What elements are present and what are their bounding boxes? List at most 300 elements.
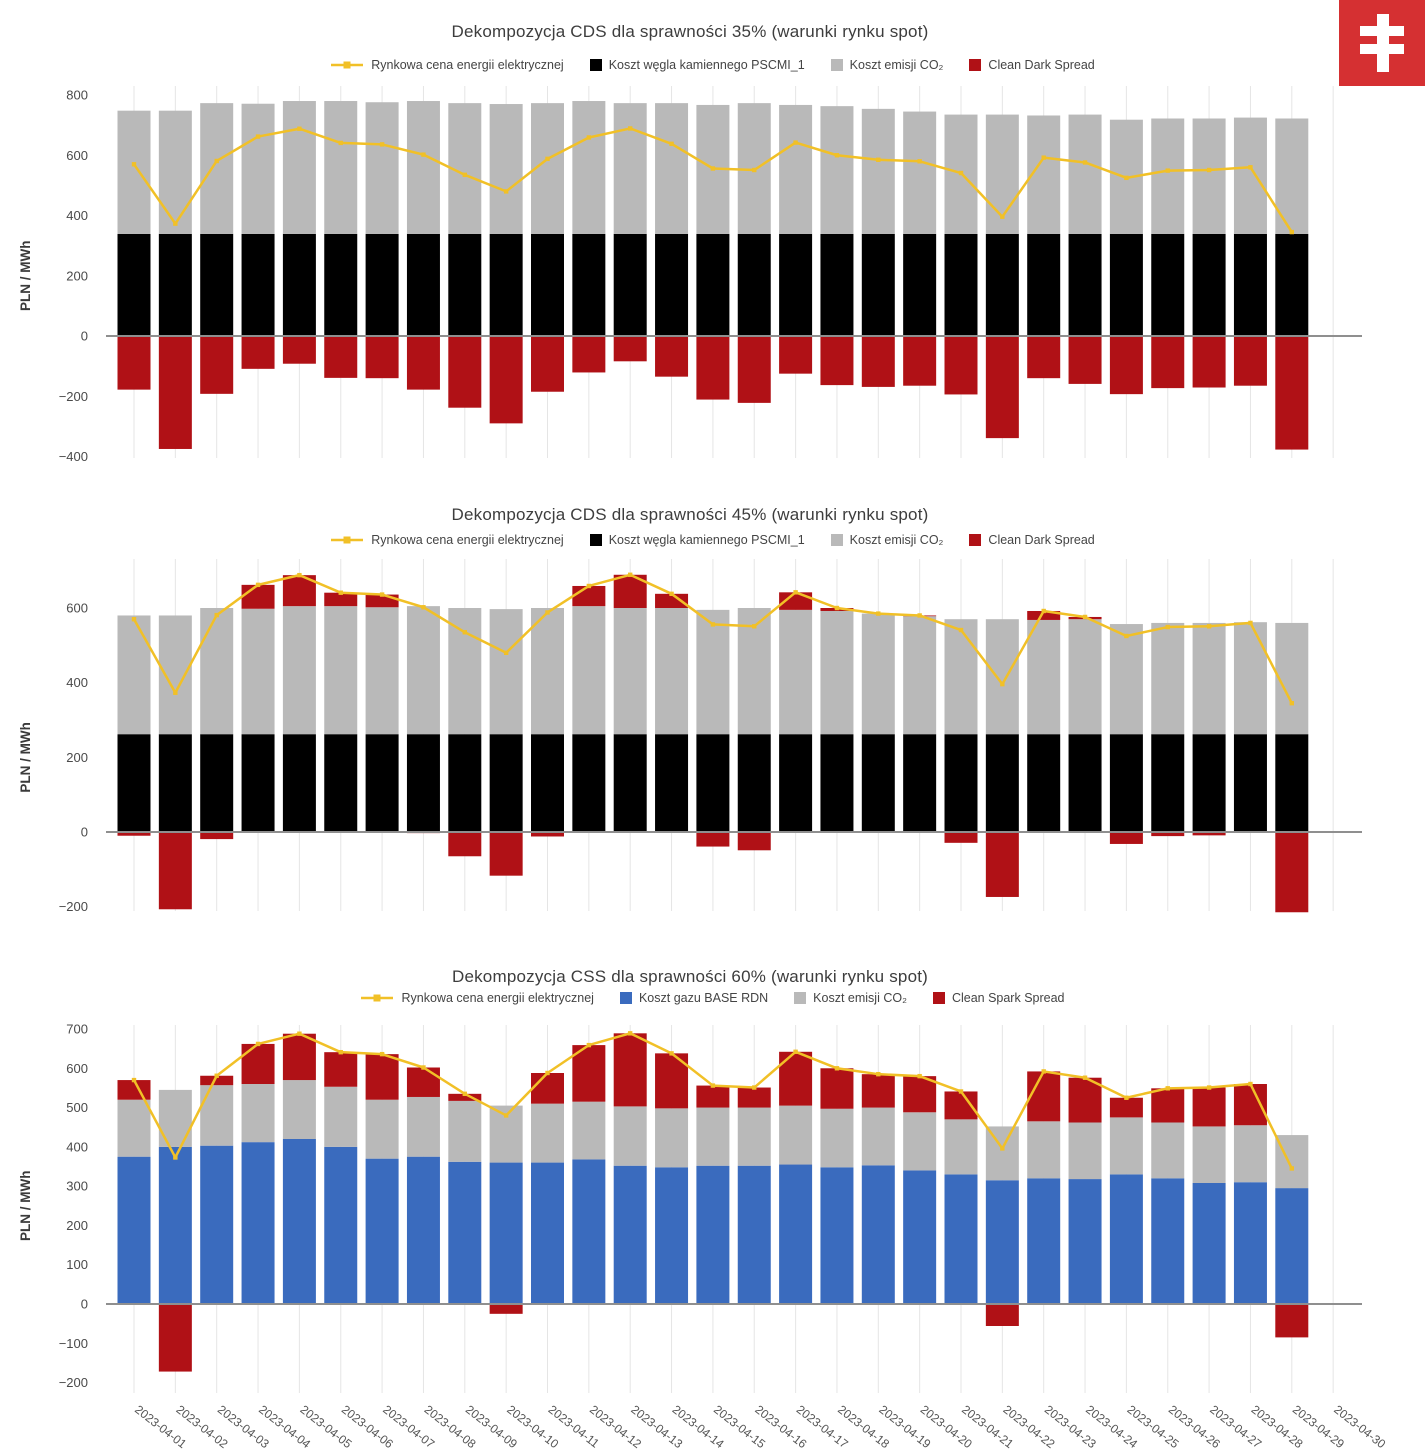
legend-item-price[interactable] [330, 533, 563, 547]
legend-item-spread[interactable] [969, 533, 1094, 547]
bar-co2-cost[interactable] [324, 1087, 357, 1147]
bar-fuel-cost[interactable] [448, 734, 481, 832]
bar-co2-cost[interactable] [862, 1108, 895, 1166]
bar-fuel-cost[interactable] [738, 1166, 771, 1304]
bar-fuel-cost[interactable] [820, 234, 853, 336]
legend-item-spread[interactable] [933, 991, 1065, 1005]
price-marker[interactable] [1124, 634, 1128, 638]
legend-item-spread[interactable] [969, 58, 1094, 72]
bar-co2-cost[interactable] [820, 1109, 853, 1168]
bar-co2-cost[interactable] [118, 111, 151, 234]
bar-spread-negative[interactable] [1110, 832, 1143, 844]
bar-co2-cost[interactable] [572, 101, 605, 234]
bar-spread-positive[interactable] [820, 1068, 853, 1108]
price-marker[interactable] [793, 1050, 797, 1054]
bar-spread-negative[interactable] [862, 336, 895, 387]
bar-co2-cost[interactable] [283, 1080, 316, 1139]
bar-co2-cost[interactable] [366, 607, 399, 734]
legend-item-co2[interactable] [831, 533, 944, 547]
price-marker[interactable] [628, 573, 632, 577]
bar-fuel-cost[interactable] [159, 1147, 192, 1304]
bar-fuel-cost[interactable] [1027, 734, 1060, 832]
price-marker[interactable] [1000, 682, 1004, 686]
bar-fuel-cost[interactable] [655, 1167, 688, 1304]
bar-co2-cost[interactable] [118, 1100, 151, 1157]
bar-fuel-cost[interactable] [986, 1180, 1019, 1304]
bar-spread-positive[interactable] [324, 1052, 357, 1087]
bar-fuel-cost[interactable] [118, 234, 151, 336]
bar-spread-positive[interactable] [1110, 1098, 1143, 1118]
bar-spread-negative[interactable] [945, 336, 978, 394]
bar-fuel-cost[interactable] [1027, 234, 1060, 336]
bar-co2-cost[interactable] [862, 614, 895, 735]
price-marker[interactable] [380, 1052, 384, 1056]
price-marker[interactable] [380, 592, 384, 596]
price-marker[interactable] [173, 691, 177, 695]
bar-spread-positive[interactable] [738, 1088, 771, 1108]
bar-fuel-cost[interactable] [862, 734, 895, 832]
bar-spread-negative[interactable] [986, 336, 1019, 438]
price-marker[interactable] [421, 1065, 425, 1069]
bar-spread-negative[interactable] [655, 336, 688, 377]
legend-item-price[interactable] [330, 58, 563, 72]
bar-co2-cost[interactable] [1193, 118, 1226, 233]
price-marker[interactable] [1042, 609, 1046, 613]
bar-fuel-cost[interactable] [696, 234, 729, 336]
bar-spread-positive[interactable] [572, 586, 605, 606]
price-marker[interactable] [1166, 1086, 1170, 1090]
price-marker[interactable] [876, 611, 880, 615]
price-marker[interactable] [959, 171, 963, 175]
bar-fuel-cost[interactable] [118, 1157, 151, 1304]
price-marker[interactable] [1042, 1069, 1046, 1073]
bar-fuel-cost[interactable] [1275, 734, 1308, 832]
bar-fuel-cost[interactable] [986, 234, 1019, 336]
bar-fuel-cost[interactable] [242, 734, 275, 832]
price-marker[interactable] [1083, 160, 1087, 164]
bar-fuel-cost[interactable] [324, 1147, 357, 1304]
bar-fuel-cost[interactable] [614, 234, 647, 336]
bar-spread-positive[interactable] [1151, 1088, 1184, 1122]
bar-co2-cost[interactable] [1027, 620, 1060, 734]
bar-co2-cost[interactable] [531, 608, 564, 734]
price-marker[interactable] [917, 613, 921, 617]
bar-fuel-cost[interactable] [366, 734, 399, 832]
bar-spread-positive[interactable] [366, 1054, 399, 1100]
price-marker[interactable] [669, 1051, 673, 1055]
price-marker[interactable] [1000, 1146, 1004, 1150]
plot-cds35[interactable] [0, 78, 1425, 478]
bar-co2-cost[interactable] [572, 1102, 605, 1160]
price-marker[interactable] [173, 221, 177, 225]
bar-spread-negative[interactable] [159, 1304, 192, 1372]
bar-fuel-cost[interactable] [1110, 1174, 1143, 1304]
bar-spread-positive[interactable] [283, 1034, 316, 1080]
bar-fuel-cost[interactable] [986, 734, 1019, 832]
bar-spread-negative[interactable] [324, 336, 357, 378]
bar-spread-negative[interactable] [738, 832, 771, 850]
bar-fuel-cost[interactable] [490, 1163, 523, 1304]
price-marker[interactable] [1248, 165, 1252, 169]
bar-fuel-cost[interactable] [283, 734, 316, 832]
bar-co2-cost[interactable] [655, 1108, 688, 1167]
price-marker[interactable] [752, 624, 756, 628]
price-marker[interactable] [1290, 701, 1294, 705]
bar-fuel-cost[interactable] [696, 1166, 729, 1304]
bar-spread-negative[interactable] [945, 832, 978, 843]
price-marker[interactable] [1166, 168, 1170, 172]
price-marker[interactable] [669, 142, 673, 146]
bar-co2-cost[interactable] [1193, 1126, 1226, 1183]
bar-spread-negative[interactable] [1234, 336, 1267, 386]
bar-spread-negative[interactable] [1027, 336, 1060, 378]
price-marker[interactable] [339, 141, 343, 145]
bar-co2-cost[interactable] [820, 611, 853, 734]
bar-spread-positive[interactable] [1193, 1088, 1226, 1127]
price-marker[interactable] [711, 1083, 715, 1087]
plot-cds45[interactable] [0, 549, 1425, 949]
bar-spread-negative[interactable] [242, 336, 275, 369]
bar-co2-cost[interactable] [696, 1108, 729, 1166]
bar-co2-cost[interactable] [1069, 619, 1102, 734]
bar-co2-cost[interactable] [655, 608, 688, 734]
price-marker[interactable] [339, 1050, 343, 1054]
bar-fuel-cost[interactable] [407, 234, 440, 336]
bar-co2-cost[interactable] [779, 1106, 812, 1165]
price-marker[interactable] [1248, 1082, 1252, 1086]
bar-fuel-cost[interactable] [448, 1162, 481, 1304]
bar-fuel-cost[interactable] [242, 1142, 275, 1304]
bar-co2-cost[interactable] [200, 608, 233, 734]
bar-co2-cost[interactable] [1151, 118, 1184, 233]
bar-spread-negative[interactable] [1069, 336, 1102, 384]
bar-co2-cost[interactable] [242, 609, 275, 734]
bar-fuel-cost[interactable] [1069, 1179, 1102, 1304]
bar-fuel-cost[interactable] [324, 734, 357, 832]
price-marker[interactable] [297, 1032, 301, 1036]
bar-fuel-cost[interactable] [1193, 734, 1226, 832]
bar-fuel-cost[interactable] [572, 234, 605, 336]
price-marker[interactable] [132, 617, 136, 621]
bar-fuel-cost[interactable] [655, 234, 688, 336]
bar-co2-cost[interactable] [945, 619, 978, 734]
price-marker[interactable] [1000, 215, 1004, 219]
bar-spread-negative[interactable] [986, 1304, 1019, 1326]
bar-co2-cost[interactable] [283, 101, 316, 234]
bar-spread-positive[interactable] [407, 1068, 440, 1097]
bar-fuel-cost[interactable] [1069, 234, 1102, 336]
bar-spread-negative[interactable] [1275, 1304, 1308, 1337]
bar-co2-cost[interactable] [1234, 118, 1267, 234]
bar-fuel-cost[interactable] [738, 234, 771, 336]
price-marker[interactable] [587, 584, 591, 588]
bar-co2-cost[interactable] [490, 609, 523, 734]
price-marker[interactable] [711, 622, 715, 626]
bar-co2-cost[interactable] [407, 606, 440, 734]
price-marker[interactable] [421, 152, 425, 156]
bar-fuel-cost[interactable] [945, 1174, 978, 1304]
price-marker[interactable] [380, 142, 384, 146]
bar-fuel-cost[interactable] [200, 1146, 233, 1304]
price-marker[interactable] [1207, 168, 1211, 172]
bar-fuel-cost[interactable] [200, 234, 233, 336]
price-marker[interactable] [628, 1031, 632, 1035]
price-marker[interactable] [1124, 176, 1128, 180]
price-marker[interactable] [1248, 621, 1252, 625]
price-marker[interactable] [1166, 625, 1170, 629]
bar-co2-cost[interactable] [1151, 1123, 1184, 1179]
price-marker[interactable] [752, 168, 756, 172]
bar-fuel-cost[interactable] [779, 234, 812, 336]
bar-co2-cost[interactable] [779, 610, 812, 734]
price-marker[interactable] [463, 1092, 467, 1096]
bar-co2-cost[interactable] [903, 112, 936, 234]
bar-co2-cost[interactable] [696, 610, 729, 734]
bar-fuel-cost[interactable] [159, 734, 192, 832]
bar-co2-cost[interactable] [1193, 623, 1226, 734]
bar-co2-cost[interactable] [242, 1084, 275, 1142]
bar-fuel-cost[interactable] [531, 734, 564, 832]
price-marker[interactable] [504, 1113, 508, 1117]
bar-co2-cost[interactable] [1275, 118, 1308, 233]
bar-co2-cost[interactable] [448, 608, 481, 734]
bar-spread-negative[interactable] [779, 336, 812, 374]
bar-fuel-cost[interactable] [1027, 1178, 1060, 1304]
price-marker[interactable] [876, 1072, 880, 1076]
bar-co2-cost[interactable] [324, 606, 357, 734]
legend-item-coal[interactable] [590, 533, 805, 547]
price-marker[interactable] [256, 134, 260, 138]
price-marker[interactable] [256, 1042, 260, 1046]
price-marker[interactable] [793, 140, 797, 144]
bar-fuel-cost[interactable] [696, 734, 729, 832]
bar-fuel-cost[interactable] [572, 734, 605, 832]
bar-fuel-cost[interactable] [366, 1159, 399, 1304]
legend-item-gas[interactable] [620, 991, 768, 1005]
bar-fuel-cost[interactable] [448, 234, 481, 336]
bar-spread-negative[interactable] [820, 336, 853, 385]
price-marker[interactable] [1290, 1166, 1294, 1170]
bar-fuel-cost[interactable] [1193, 1183, 1226, 1304]
bar-fuel-cost[interactable] [1275, 1188, 1308, 1304]
price-marker[interactable] [215, 159, 219, 163]
price-marker[interactable] [628, 126, 632, 130]
bar-fuel-cost[interactable] [779, 1165, 812, 1304]
price-marker[interactable] [793, 590, 797, 594]
bar-spread-negative[interactable] [200, 336, 233, 394]
bar-co2-cost[interactable] [1151, 623, 1184, 734]
price-marker[interactable] [463, 630, 467, 634]
bar-co2-cost[interactable] [1027, 1121, 1060, 1178]
price-marker[interactable] [297, 127, 301, 131]
price-marker[interactable] [1083, 615, 1087, 619]
price-marker[interactable] [173, 1155, 177, 1159]
bar-fuel-cost[interactable] [903, 1170, 936, 1304]
price-marker[interactable] [1290, 230, 1294, 234]
bar-fuel-cost[interactable] [1234, 234, 1267, 336]
bar-co2-cost[interactable] [614, 608, 647, 734]
bar-fuel-cost[interactable] [738, 734, 771, 832]
bar-co2-cost[interactable] [200, 103, 233, 234]
price-marker[interactable] [669, 592, 673, 596]
price-marker[interactable] [835, 1066, 839, 1070]
bar-spread-negative[interactable] [696, 832, 729, 847]
bar-spread-negative[interactable] [490, 832, 523, 876]
bar-co2-cost[interactable] [738, 1108, 771, 1166]
legend-item-co2[interactable] [794, 991, 907, 1005]
bar-fuel-cost[interactable] [531, 234, 564, 336]
price-marker[interactable] [256, 583, 260, 587]
bar-spread-negative[interactable] [118, 336, 151, 390]
bar-fuel-cost[interactable] [779, 734, 812, 832]
bar-spread-positive[interactable] [614, 1033, 647, 1106]
bar-spread-positive[interactable] [1234, 1084, 1267, 1125]
bar-spread-positive[interactable] [242, 1044, 275, 1084]
bar-fuel-cost[interactable] [1110, 734, 1143, 832]
bar-co2-cost[interactable] [407, 1097, 440, 1157]
bar-co2-cost[interactable] [366, 102, 399, 234]
bar-fuel-cost[interactable] [324, 234, 357, 336]
bar-fuel-cost[interactable] [1069, 734, 1102, 832]
price-marker[interactable] [1207, 1085, 1211, 1089]
bar-spread-negative[interactable] [448, 832, 481, 856]
bar-spread-negative[interactable] [986, 832, 1019, 897]
bar-spread-negative[interactable] [490, 1304, 523, 1314]
bar-fuel-cost[interactable] [366, 234, 399, 336]
price-marker[interactable] [545, 610, 549, 614]
price-marker[interactable] [545, 157, 549, 161]
bar-co2-cost[interactable] [448, 1101, 481, 1162]
bar-co2-cost[interactable] [614, 1106, 647, 1165]
bar-co2-cost[interactable] [820, 106, 853, 234]
bar-fuel-cost[interactable] [200, 734, 233, 832]
bar-fuel-cost[interactable] [862, 234, 895, 336]
price-marker[interactable] [339, 590, 343, 594]
bar-fuel-cost[interactable] [1151, 734, 1184, 832]
bar-co2-cost[interactable] [779, 105, 812, 234]
bar-spread-negative[interactable] [159, 336, 192, 449]
bar-co2-cost[interactable] [1234, 622, 1267, 734]
bar-co2-cost[interactable] [407, 101, 440, 234]
legend-item-price[interactable] [360, 991, 593, 1005]
bar-fuel-cost[interactable] [118, 734, 151, 832]
price-marker[interactable] [917, 159, 921, 163]
bar-spread-negative[interactable] [283, 336, 316, 364]
bar-co2-cost[interactable] [572, 606, 605, 734]
bar-spread-positive[interactable] [118, 1080, 151, 1100]
price-marker[interactable] [917, 1074, 921, 1078]
bar-fuel-cost[interactable] [820, 734, 853, 832]
bar-fuel-cost[interactable] [490, 234, 523, 336]
price-marker[interactable] [835, 153, 839, 157]
price-marker[interactable] [504, 651, 508, 655]
bar-fuel-cost[interactable] [903, 234, 936, 336]
bar-spread-negative[interactable] [1193, 336, 1226, 388]
bar-fuel-cost[interactable] [1275, 234, 1308, 336]
price-marker[interactable] [463, 173, 467, 177]
bar-co2-cost[interactable] [945, 1119, 978, 1174]
bar-co2-cost[interactable] [490, 104, 523, 234]
bar-spread-negative[interactable] [572, 336, 605, 372]
bar-spread-negative[interactable] [407, 336, 440, 390]
bar-co2-cost[interactable] [200, 1085, 233, 1146]
bar-co2-cost[interactable] [159, 615, 192, 734]
bar-spread-negative[interactable] [366, 336, 399, 378]
price-marker[interactable] [959, 628, 963, 632]
bar-co2-cost[interactable] [614, 103, 647, 234]
price-marker[interactable] [587, 135, 591, 139]
bar-spread-negative[interactable] [696, 336, 729, 400]
price-marker[interactable] [835, 606, 839, 610]
bar-fuel-cost[interactable] [614, 1166, 647, 1304]
price-marker[interactable] [752, 1085, 756, 1089]
legend-item-coal[interactable] [590, 58, 805, 72]
price-marker[interactable] [132, 162, 136, 166]
bar-spread-positive[interactable] [531, 1073, 564, 1104]
bar-co2-cost[interactable] [1110, 624, 1143, 734]
bar-fuel-cost[interactable] [1110, 234, 1143, 336]
price-marker[interactable] [504, 189, 508, 193]
bar-spread-positive[interactable] [779, 1052, 812, 1106]
bar-fuel-cost[interactable] [903, 734, 936, 832]
bar-fuel-cost[interactable] [159, 234, 192, 336]
bar-co2-cost[interactable] [324, 101, 357, 234]
bar-spread-negative[interactable] [1151, 336, 1184, 388]
price-marker[interactable] [711, 166, 715, 170]
price-marker[interactable] [1207, 624, 1211, 628]
price-marker[interactable] [297, 573, 301, 577]
bar-spread-positive[interactable] [696, 1086, 729, 1108]
bar-fuel-cost[interactable] [945, 234, 978, 336]
bar-spread-positive[interactable] [1027, 1071, 1060, 1121]
bar-co2-cost[interactable] [159, 111, 192, 234]
bar-fuel-cost[interactable] [655, 734, 688, 832]
bar-spread-negative[interactable] [903, 336, 936, 386]
bar-spread-negative[interactable] [490, 336, 523, 423]
bar-co2-cost[interactable] [1069, 115, 1102, 234]
price-marker[interactable] [421, 605, 425, 609]
plot-css60[interactable] [0, 1017, 1425, 1452]
bar-co2-cost[interactable] [655, 103, 688, 234]
bar-spread-positive[interactable] [242, 585, 275, 609]
bar-fuel-cost[interactable] [490, 734, 523, 832]
price-marker[interactable] [959, 1089, 963, 1093]
bar-spread-negative[interactable] [1110, 336, 1143, 394]
price-marker[interactable] [215, 1074, 219, 1078]
bar-spread-negative[interactable] [1275, 832, 1308, 912]
price-marker[interactable] [587, 1043, 591, 1047]
bar-co2-cost[interactable] [1110, 1117, 1143, 1174]
bar-fuel-cost[interactable] [1151, 1178, 1184, 1304]
bar-spread-negative[interactable] [200, 832, 233, 839]
bar-co2-cost[interactable] [283, 606, 316, 734]
bar-spread-negative[interactable] [159, 832, 192, 909]
bar-fuel-cost[interactable] [614, 734, 647, 832]
bar-fuel-cost[interactable] [572, 1159, 605, 1304]
bar-fuel-cost[interactable] [531, 1163, 564, 1304]
bar-spread-negative[interactable] [614, 336, 647, 361]
bar-co2-cost[interactable] [903, 1112, 936, 1170]
bar-fuel-cost[interactable] [862, 1165, 895, 1304]
price-marker[interactable] [215, 613, 219, 617]
price-marker[interactable] [1124, 1096, 1128, 1100]
price-marker[interactable] [132, 1078, 136, 1082]
bar-fuel-cost[interactable] [283, 234, 316, 336]
bar-co2-cost[interactable] [1234, 1125, 1267, 1182]
bar-co2-cost[interactable] [118, 615, 151, 734]
bar-co2-cost[interactable] [903, 616, 936, 734]
price-marker[interactable] [1083, 1076, 1087, 1080]
